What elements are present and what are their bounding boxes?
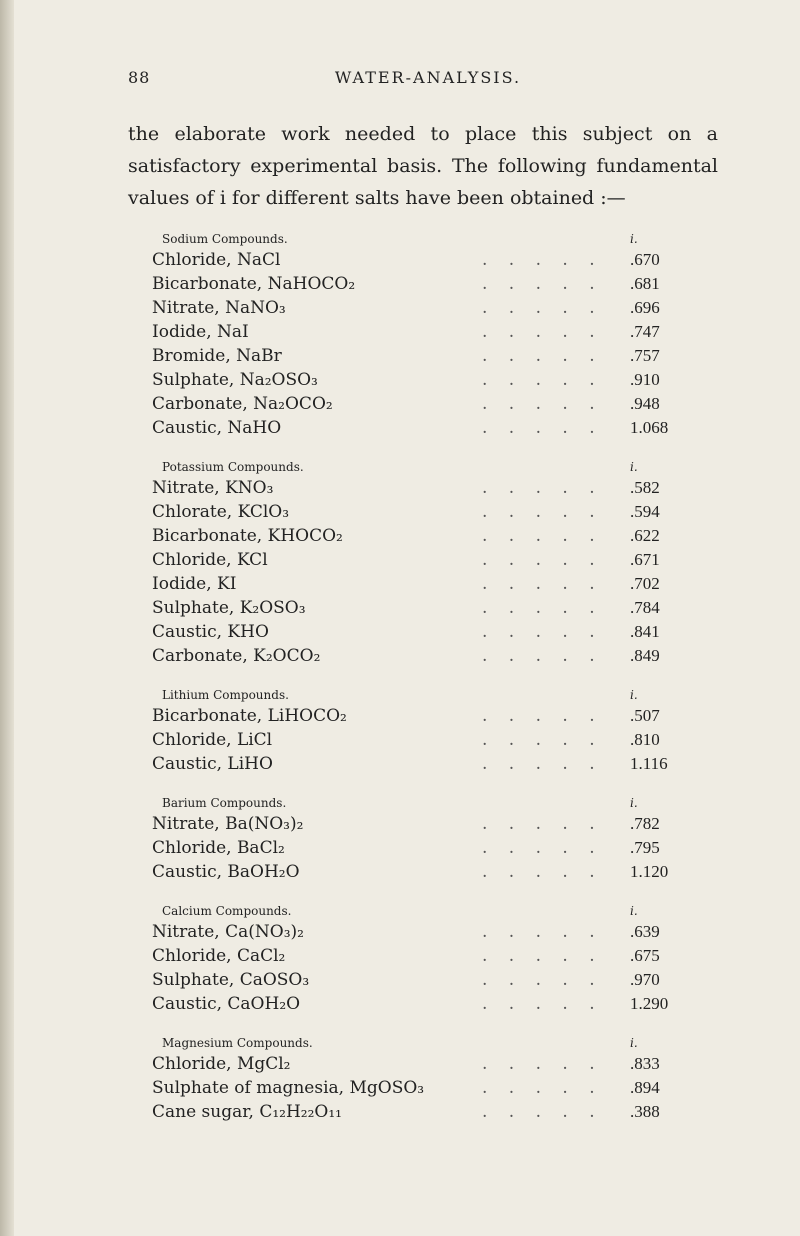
group-title: Magnesium Compounds. xyxy=(162,1036,313,1050)
compound-name: Caustic, CaOH₂O xyxy=(152,994,301,1014)
i-value: 1.116 xyxy=(630,754,668,773)
group-title: Lithium Compounds. xyxy=(162,688,289,702)
column-label: i. xyxy=(630,796,638,810)
table-row xyxy=(152,502,722,526)
table-row xyxy=(152,1078,722,1102)
i-value: .582 xyxy=(630,478,660,497)
compound-group xyxy=(152,900,722,1018)
group-title: Calcium Compounds. xyxy=(162,904,292,918)
i-value: .782 xyxy=(630,814,660,833)
leader-dots: . . . . . xyxy=(482,250,603,270)
group-heading xyxy=(152,684,722,706)
table-row xyxy=(152,622,722,646)
column-label: i. xyxy=(630,904,638,918)
leader-dots: . . . . . xyxy=(482,994,603,1014)
table-row xyxy=(152,922,722,946)
compound-group xyxy=(152,1032,722,1126)
intro-paragraph xyxy=(128,118,718,214)
compound-name: Caustic, BaOH₂O xyxy=(152,862,300,882)
table-row xyxy=(152,550,722,574)
compound-name: Nitrate, Ba(NO₃)₂ xyxy=(152,814,304,834)
leader-dots: . . . . . xyxy=(482,526,603,546)
leader-dots: . . . . . xyxy=(482,1054,603,1074)
table-row xyxy=(152,862,722,886)
compound-name: Chloride, CaCl₂ xyxy=(152,946,286,966)
leader-dots: . . . . . xyxy=(482,814,603,834)
leader-dots: . . . . . xyxy=(482,922,603,942)
compound-name: Nitrate, Ca(NO₃)₂ xyxy=(152,922,304,942)
group-title: Barium Compounds. xyxy=(162,796,287,810)
compound-name: Nitrate, NaNO₃ xyxy=(152,298,286,318)
group-heading xyxy=(152,900,722,922)
compound-name: Chlorate, KClO₃ xyxy=(152,502,290,522)
leader-dots: . . . . . xyxy=(482,1102,603,1122)
leader-dots: . . . . . xyxy=(482,550,603,570)
i-value: .747 xyxy=(630,322,660,341)
table-row xyxy=(152,394,722,418)
compound-name: Carbonate, Na₂OCO₂ xyxy=(152,394,333,414)
compound-name: Sulphate, Na₂OSO₃ xyxy=(152,370,318,390)
table-row xyxy=(152,646,722,670)
i-value: .757 xyxy=(630,346,660,365)
compound-group xyxy=(152,228,722,442)
column-label: i. xyxy=(630,1036,638,1050)
column-label: i. xyxy=(630,232,638,246)
table-row xyxy=(152,946,722,970)
table-row xyxy=(152,754,722,778)
salt-values-table xyxy=(152,228,722,1140)
i-value: .622 xyxy=(630,526,660,545)
table-row xyxy=(152,322,722,346)
compound-name: Caustic, KHO xyxy=(152,622,269,642)
i-value: .810 xyxy=(630,730,660,749)
compound-name: Iodide, NaI xyxy=(152,322,249,342)
column-label: i. xyxy=(630,460,638,474)
i-value: .639 xyxy=(630,922,660,941)
i-value: .833 xyxy=(630,1054,660,1073)
compound-name: Carbonate, K₂OCO₂ xyxy=(152,646,321,666)
group-heading xyxy=(152,456,722,478)
leader-dots: . . . . . xyxy=(482,862,603,882)
leader-dots: . . . . . xyxy=(482,1078,603,1098)
i-value: .841 xyxy=(630,622,660,641)
compound-name: Chloride, NaCl xyxy=(152,250,281,270)
i-value: .784 xyxy=(630,598,660,617)
i-value: .671 xyxy=(630,550,660,569)
table-row xyxy=(152,418,722,442)
group-title: Potassium Compounds. xyxy=(162,460,304,474)
table-row xyxy=(152,838,722,862)
table-row xyxy=(152,346,722,370)
i-value: .696 xyxy=(630,298,660,317)
i-value: .910 xyxy=(630,370,660,389)
table-row xyxy=(152,526,722,550)
compound-group xyxy=(152,684,722,778)
i-value: .388 xyxy=(630,1102,660,1121)
i-value: .894 xyxy=(630,1078,660,1097)
compound-name: Sulphate, K₂OSO₃ xyxy=(152,598,306,618)
i-value: .970 xyxy=(630,970,660,989)
table-row xyxy=(152,298,722,322)
leader-dots: . . . . . xyxy=(482,478,603,498)
i-value: 1.068 xyxy=(630,418,669,437)
table-row xyxy=(152,814,722,838)
table-row xyxy=(152,478,722,502)
compound-name: Bicarbonate, NaHOCO₂ xyxy=(152,274,356,294)
leader-dots: . . . . . xyxy=(482,298,603,318)
table-row xyxy=(152,1054,722,1078)
table-row xyxy=(152,1102,722,1126)
compound-name: Chloride, LiCl xyxy=(152,730,273,750)
compound-group xyxy=(152,792,722,886)
table-row xyxy=(152,250,722,274)
running-title: WATER-ANALYSIS. xyxy=(334,68,522,87)
leader-dots: . . . . . xyxy=(482,322,603,342)
compound-name: Nitrate, KNO₃ xyxy=(152,478,274,498)
compound-name: Chloride, KCl xyxy=(152,550,268,570)
page-number: 88 xyxy=(128,68,151,87)
compound-name: Chloride, MgCl₂ xyxy=(152,1054,291,1074)
i-value: .675 xyxy=(630,946,660,965)
compound-name: Bromide, NaBr xyxy=(152,346,282,366)
compound-name: Caustic, NaHO xyxy=(152,418,282,438)
leader-dots: . . . . . xyxy=(482,838,603,858)
table-row xyxy=(152,598,722,622)
intro-text: the elaborate work needed to place this subject on a satisfactory experimental basis. The following fundamental values of i for different salts have been obtained :— xyxy=(128,123,718,209)
i-value: .948 xyxy=(630,394,660,413)
leader-dots: . . . . . xyxy=(482,946,603,966)
leader-dots: . . . . . xyxy=(482,622,603,642)
group-heading xyxy=(152,792,722,814)
table-row xyxy=(152,970,722,994)
compound-name: Sulphate, CaOSO₃ xyxy=(152,970,310,990)
compound-group xyxy=(152,456,722,670)
i-value: .594 xyxy=(630,502,660,521)
leader-dots: . . . . . xyxy=(482,274,603,294)
i-value: .681 xyxy=(630,274,660,293)
leader-dots: . . . . . xyxy=(482,598,603,618)
leader-dots: . . . . . xyxy=(482,970,603,990)
leader-dots: . . . . . xyxy=(482,574,603,594)
compound-name: Caustic, LiHO xyxy=(152,754,273,774)
group-heading xyxy=(152,1032,722,1054)
table-row xyxy=(152,370,722,394)
page-gutter xyxy=(0,0,14,1236)
leader-dots: . . . . . xyxy=(482,730,603,750)
group-heading xyxy=(152,228,722,250)
compound-name: Bicarbonate, LiHOCO₂ xyxy=(152,706,347,726)
leader-dots: . . . . . xyxy=(482,370,603,390)
i-value: 1.120 xyxy=(630,862,669,881)
table-row xyxy=(152,574,722,598)
table-row xyxy=(152,730,722,754)
i-value: 1.290 xyxy=(630,994,669,1013)
leader-dots: . . . . . xyxy=(482,502,603,522)
i-value: .670 xyxy=(630,250,660,269)
leader-dots: . . . . . xyxy=(482,418,603,438)
compound-name: Iodide, KI xyxy=(152,574,237,594)
compound-name: Bicarbonate, KHOCO₂ xyxy=(152,526,343,546)
compound-name: Sulphate of magnesia, MgOSO₃ xyxy=(152,1078,425,1098)
column-label: i. xyxy=(630,688,638,702)
leader-dots: . . . . . xyxy=(482,346,603,366)
compound-name: Chloride, BaCl₂ xyxy=(152,838,285,858)
leader-dots: . . . . . xyxy=(482,394,603,414)
i-value: .795 xyxy=(630,838,660,857)
group-title: Sodium Compounds. xyxy=(162,232,288,246)
leader-dots: . . . . . xyxy=(482,646,603,666)
table-row xyxy=(152,994,722,1018)
leader-dots: . . . . . xyxy=(482,754,603,774)
compound-name: Cane sugar, C₁₂H₂₂O₁₁ xyxy=(152,1102,342,1122)
i-value: .702 xyxy=(630,574,660,593)
i-value: .507 xyxy=(630,706,660,725)
leader-dots: . . . . . xyxy=(482,706,603,726)
table-row xyxy=(152,706,722,730)
table-row xyxy=(152,274,722,298)
i-value: .849 xyxy=(630,646,660,665)
